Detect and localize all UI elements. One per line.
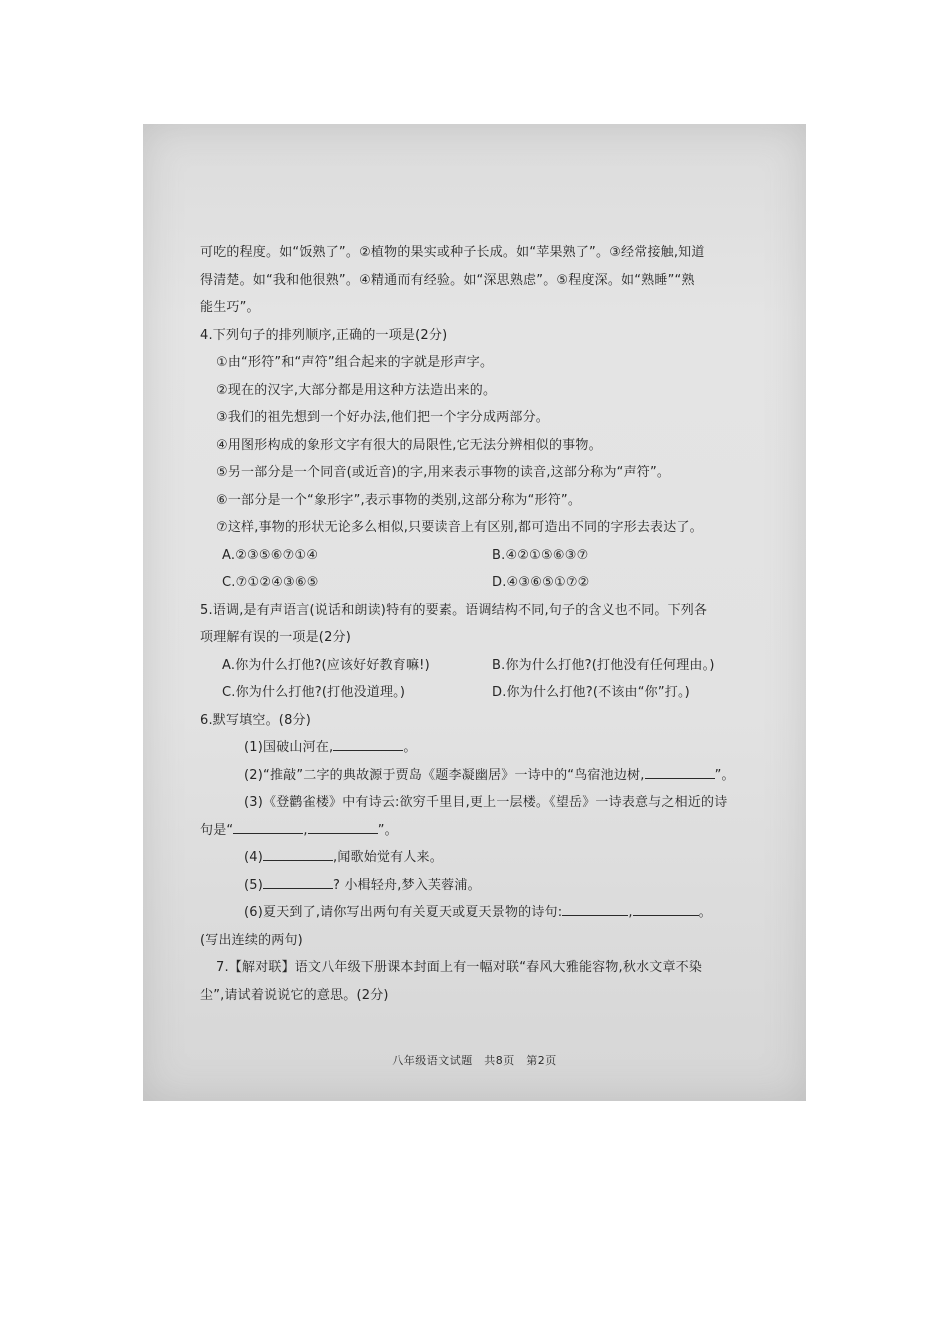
q6-item-2-text: (2)“推敲”二字的典故源于贾岛《题李凝幽居》一诗中的“鸟宿池边树, (244, 767, 645, 783)
q6-item-6-sep: , (628, 905, 633, 920)
q4-sentence-7: ⑦这样,事物的形状无论多么相似,只要读音上有区别,都可造出不同的字形去表达了。 (216, 520, 703, 535)
q4-sentence-5: ⑤另一部分是一个同音(或近音)的字,用来表示事物的读音,这部分称为“声符”。 (216, 465, 671, 480)
q6-item-3: (3)《登鹳雀楼》中有诗云:欲穷千里目,更上一层楼。《望岳》一诗表意与之相近的诗 (244, 795, 728, 810)
q6-item-5 (200, 872, 775, 900)
q5-option-a: A.你为什么打他?(应该好好教育嘛!) (222, 657, 430, 673)
question-7-stem-cont: 尘”,请试着说说它的意思。(2分) (200, 987, 389, 1003)
q4-sentence-1: ①由“形符”和“声符”组合起来的字就是形声字。 (216, 355, 494, 370)
scanned-exam-page (143, 124, 806, 1101)
q6-item-1 (200, 734, 775, 762)
question-6-stem: 6.默写填空。(8分) (200, 712, 312, 728)
q6-item-3-cont (200, 817, 775, 845)
text-line: 得清楚。如“我和他很熟”。④精通而有经验。如“深思熟虑”。⑤程度深。如“熟睡”“熟 (200, 272, 695, 288)
question-5-stem: 5.语调,是有声语言(说话和朗读)特有的要素。语调结构不同,句子的含义也不同。下列各 (200, 602, 708, 618)
q6-item-4-text: ,闻歌始觉有人来。 (333, 850, 443, 865)
text-line: 可吃的程度。如“饭熟了”。②植物的果实或种子长成。如“苹果熟了”。③经常接触,知道 (200, 245, 705, 260)
q4-option-b: B.④②①⑤⑥③⑦ (492, 547, 589, 563)
q6-item-4 (200, 844, 775, 872)
q6-item-2-end: ”。 (714, 767, 735, 783)
q6-item-6-end: 。 (698, 905, 712, 920)
q5-options-row-2 (200, 679, 775, 707)
q6-item-1-end: 。 (403, 740, 417, 755)
q5-option-d: D.你为什么打他?(不该由“你”打。) (492, 685, 690, 700)
q6-item-1-text: (1)国破山河在, (244, 740, 334, 755)
q6-item-6-note: (写出连续的两句) (200, 932, 303, 948)
q6-item-4-num: (4) (244, 850, 264, 865)
q4-option-a: A.②③⑤⑥⑦①④ (222, 547, 319, 563)
answer-blank[interactable] (233, 819, 303, 834)
q4-sentence-2: ②现在的汉字,大部分都是用这种方法造出来的。 (216, 382, 497, 398)
answer-blank[interactable] (263, 874, 333, 889)
q5-option-c: C.你为什么打他?(打他没道理。) (222, 685, 406, 700)
q5-option-b: B.你为什么打他?(打他没有任何理由。) (492, 657, 715, 673)
q4-sentence-4: ④用图形构成的象形文字有很大的局限性,它无法分辨相似的事物。 (216, 437, 602, 453)
q6-item-6 (200, 899, 775, 927)
q6-item-6-text: (6)夏天到了,请你写出两句有关夏天或夏天景物的诗句: (244, 905, 563, 920)
answer-blank[interactable] (645, 764, 715, 779)
text-line: 能生巧”。 (200, 300, 260, 315)
q6-item-3-prefix: 句是“ (200, 822, 234, 838)
q6-item-2 (200, 762, 775, 790)
answer-blank[interactable] (562, 901, 628, 916)
question-5-stem-cont: 项理解有误的一项是(2分) (200, 630, 352, 645)
q6-item-3-sep: , (303, 822, 308, 838)
q6-item-3-end: ”。 (377, 822, 398, 838)
q4-options-row-1 (200, 542, 775, 570)
q4-sentence-3: ③我们的祖先想到一个好办法,他们把一个字分成两部分。 (216, 410, 549, 425)
q6-item-5-num: (5) (244, 877, 264, 893)
q4-option-d: D.④③⑥⑤①⑦② (492, 575, 590, 590)
q4-options-row-2 (200, 569, 775, 597)
answer-blank[interactable] (308, 819, 378, 834)
question-7-stem: 7.【解对联】语文八年级下册课本封面上有一幅对联“春风大雅能容物,秋水文章不染 (216, 960, 703, 975)
q4-sentence-6: ⑥一部分是一个“象形字”,表示事物的类别,这部分称为“形符”。 (216, 492, 582, 508)
q6-item-5-text: ? 小楫轻舟,梦入芙蓉浦。 (333, 877, 481, 893)
question-4-stem: 4.下列句子的排列顺序,正确的一项是(2分) (200, 327, 448, 343)
exam-content (200, 239, 775, 1009)
answer-blank[interactable] (333, 736, 403, 751)
page-footer: 八年级语文试题 共8页 第2页 (392, 1054, 557, 1067)
answer-blank[interactable] (263, 846, 333, 861)
answer-blank[interactable] (633, 901, 699, 916)
q4-option-c: C.⑦①②④③⑥⑤ (222, 575, 319, 590)
q5-options-row-1 (200, 652, 775, 680)
